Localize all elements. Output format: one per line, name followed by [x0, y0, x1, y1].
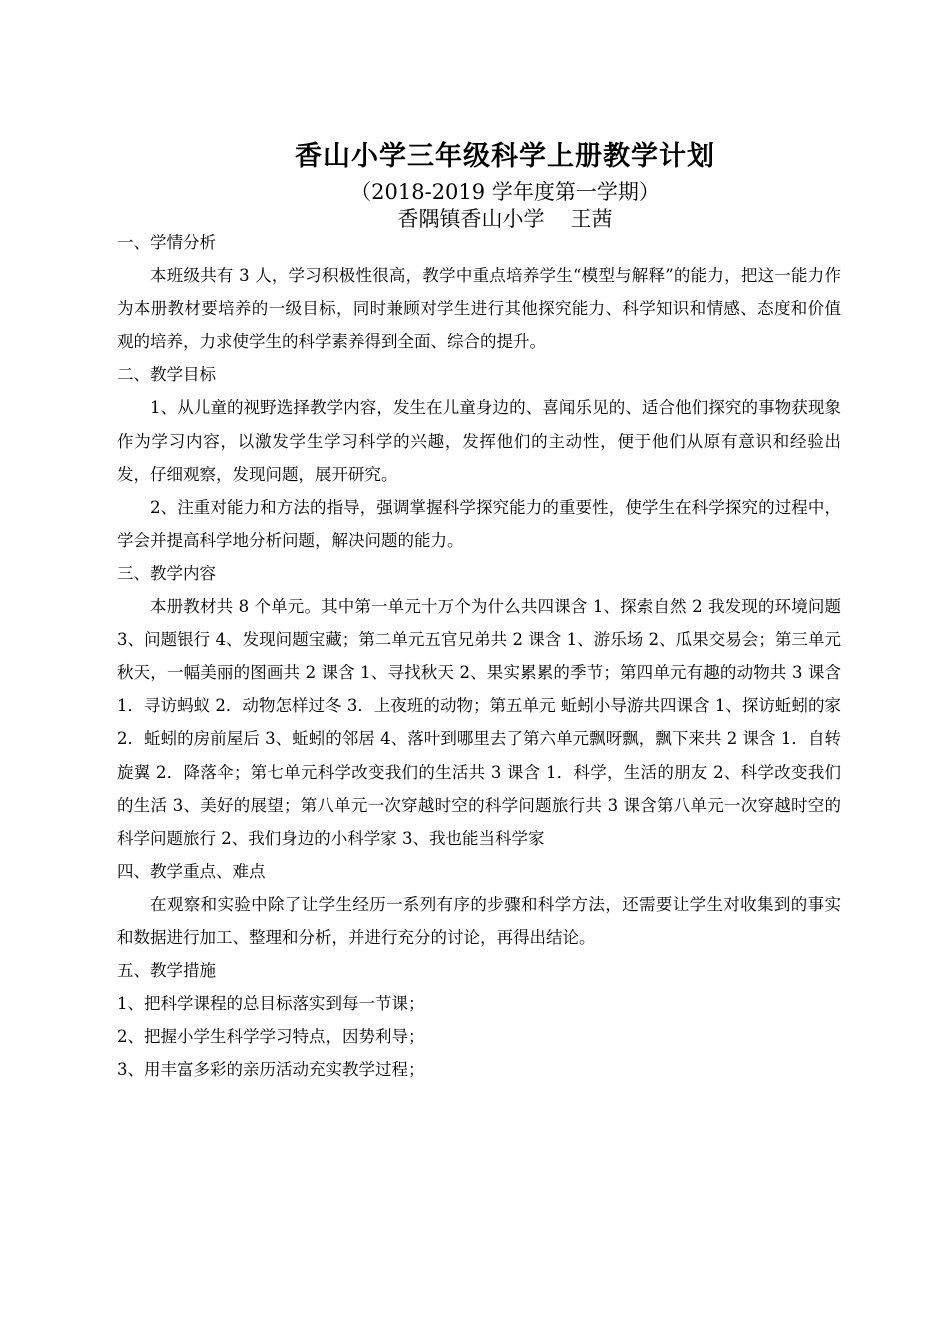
section-heading-teaching-content: 三、教学内容: [117, 563, 216, 583]
section-heading-key-difficulties: 四、教学重点、难点: [117, 861, 266, 881]
author-school: 香隅镇香山小学: [397, 207, 545, 231]
teaching-measure-item: 1、把科学课程的总目标落实到每一节课；: [117, 994, 425, 1014]
teaching-goals-paragraph-2: 2、注重对能力和方法的指导，强调掌握科学探究能力的重要性，使学生在科学探究的过程中，学会并提高科学地分析问题，解决问题的能力。: [117, 497, 841, 550]
section-heading-teaching-goals: 二、教学目标: [117, 365, 216, 385]
teaching-content-paragraph: 本册教材共 8 个单元。其中第一单元十万个为什么共四课含 1、探索自然 2 我发现的环境问题 3、问题银行 4、发现问题宝藏；第二单元五官兄弟共 2 课含 1、游乐场 2、瓜果交易会；第三单元秋天，一幅美丽的图画共 2 课含 1、寻找秋天 2、果实累累的季节；第四单元有趣的动物共 3 课含 1．寻访蚂蚁 2．动物怎样过冬 3．上夜班的动物；第五单元 蚯蚓小导游共四课含 1、探访蚯蚓的家 2．蚯蚓的房前屋后 3、蚯蚓的邻居 4、落叶到哪里去了第六单元飘呀飘，飘下来共 2 课含 1．自转旋翼 2．降落伞；第七单元科学改变我们的生活共 3 课含 1．科学，生活的朋友 2、科学改变我们的生活 3、美好的展望；第八单元一次穿越时空的科学问题旅行共 3 课含第八单元一次穿越时空的科学问题旅行 2、我们身边的小科学家 3、我也能当科学家: [117, 597, 841, 848]
document-title: 香山小学三年级科学上册教学计划: [295, 141, 715, 172]
author-name: 王茜: [570, 207, 613, 231]
section-heading-learning-analysis: 一、学情分析: [117, 233, 216, 252]
key-difficulties-paragraph: 在观察和实验中除了让学生经历一系列有序的步骤和科学方法，还需要让学生对收集到的事实和数据进行加工、整理和分析，并进行充分的讨论，再得出结论。: [117, 894, 841, 947]
teaching-goals-paragraph-1: 1、从儿童的视野选择教学内容，发生在儿童身边的、喜闻乐见的、适合他们探究的事物获现象作为学习内容，以激发学生学习科学的兴趣，发挥他们的主动性，便于他们从原有意识和经验出发，仔细观察，发现问题，展开研究。: [117, 398, 841, 484]
teaching-measure-item: 3、用丰富多彩的亲历活动充实教学过程；: [117, 1060, 425, 1080]
learning-analysis-paragraph: 本班级共有 3 人，学习积极性很高，教学中重点培养学生“模型与解释”的能力，把这一能力作为本册教材要培养的一级目标，同时兼顾对学生进行其他探究能力、科学知识和情感、态度和价值观的培养，力求使学生的科学素养得到全面、综合的提升。: [117, 266, 841, 352]
section-heading-teaching-measures: 五、教学措施: [117, 961, 216, 981]
teaching-measure-item: 2、把握小学生科学学习特点，因势利导；: [117, 1027, 425, 1047]
document-subtitle: （2018-2019 学年度第一学期）: [350, 180, 660, 204]
document-body: [117, 226, 841, 1086]
